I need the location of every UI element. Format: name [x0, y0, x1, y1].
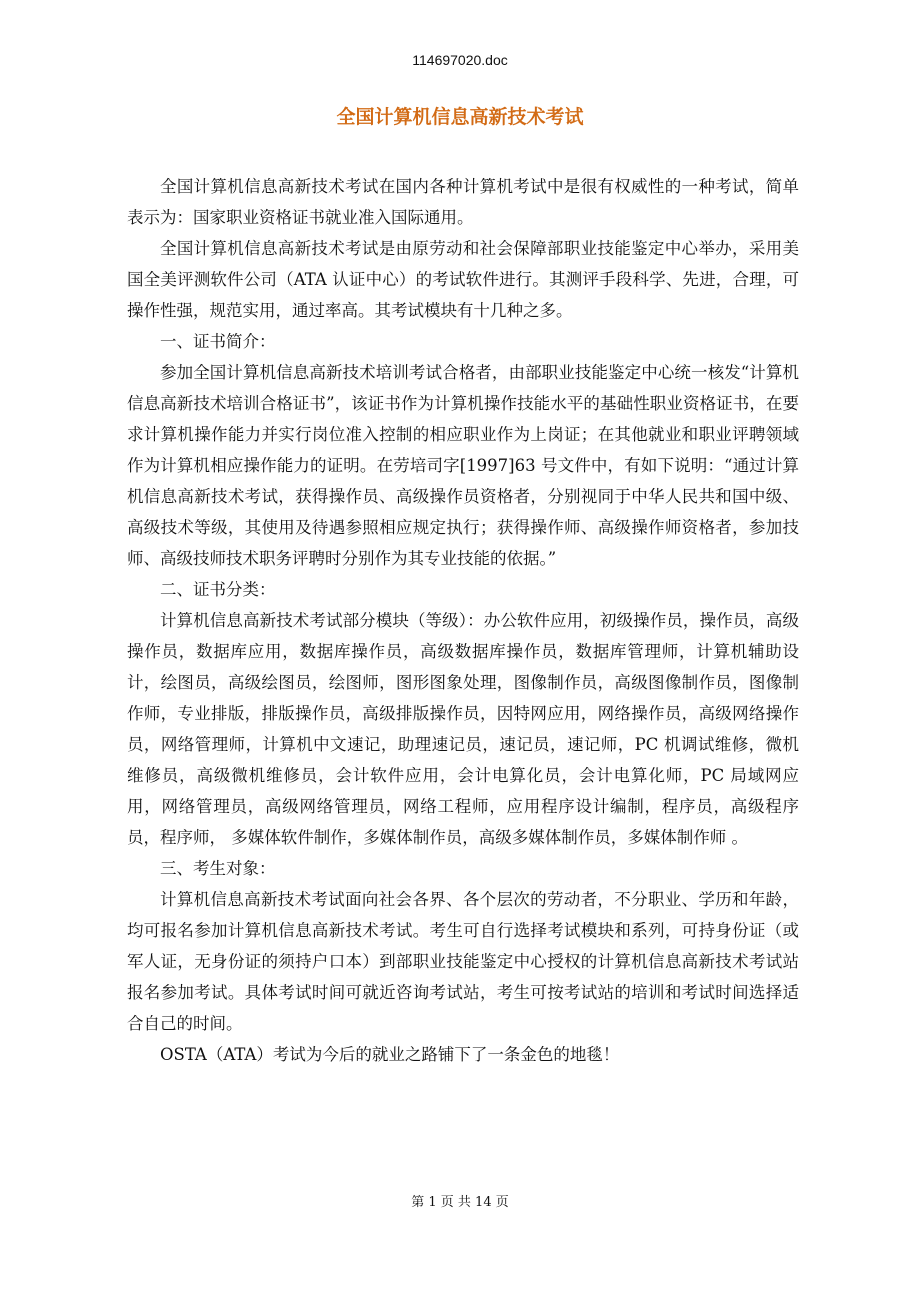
section-heading-certificate-types: 二、证书分类：: [160, 580, 276, 599]
page-number: 第 1 页 共 14 页: [411, 1195, 509, 1210]
paragraph-closing: OSTA（ATA）考试为今后的就业之路铺下了一条金色的地毯！: [160, 1045, 620, 1064]
paragraph-candidates: 计算机信息高新技术考试面向社会各界、各个层次的劳动者，不分职业、学历和年龄，均可报名参加计算机信息高新技术考试。考生可自行选择考试模块和系列，可持身份证（或军人证，无身份证的须持户口本）到部职业技能鉴定中心授权的计算机信息高新技术考试站报名参加考试。具体考试时间可就近咨询考试站，考生可按考试站的培训和考试时间选择适合自己的时间。: [127, 890, 799, 1033]
document-title: 全国计算机信息高新技术考试: [336, 106, 584, 128]
paragraph-certificate-types: 计算机信息高新技术考试部分模块（等级）：办公软件应用，初级操作员，操作员，高级操作员，数据库应用，数据库操作员，高级数据库操作员，数据库管理师，计算机辅助设计，绘图员，高级绘图员，绘图师，图形图象处理，图像制作员，高级图像制作员，图像制作师，专业排版，排版操作员，高级排版操作员，因特网应用，网络操作员，高级网络操作员，网络管理师，计算机中文速记，助理速记员，速记员，速记师，PC 机调试维修，微机维修员，高级微机维修员，会计软件应用，会计电算化员，会计电算化师，PC 局域网应用，网络管理员，高级网络管理员，网络工程师，应用程序设计编制，程序员，高级程序员，程序师， 多媒体软件制作，多媒体制作员，高级多媒体制作员，多媒体制作师 。: [127, 611, 799, 847]
document-filename: 114697020.doc: [412, 52, 508, 68]
document-body: [127, 171, 799, 1070]
section-heading-certificate-intro: 一、证书简介：: [160, 332, 276, 351]
paragraph-certificate-intro: 参加全国计算机信息高新技术培训考试合格者，由部职业技能鉴定中心统一核发“计算机信息高新技术培训合格证书”，该证书作为计算机操作技能水平的基础性职业资格证书，在要求计算机操作能力并实行岗位准入控制的相应职业作为上岗证；在其他就业和职业评聘领域作为计算机相应操作能力的证明。在劳培司字[1997]63 号文件中，有如下说明：“通过计算机信息高新技术考试，获得操作员、高级操作员资格者，分别视同于中华人民共和国中级、高级技术等级，其使用及待遇参照相应规定执行；获得操作师、高级操作师资格者，参加技师、高级技师技术职务评聘时分别作为其专业技能的依据。”: [127, 363, 799, 568]
paragraph-intro-1: 全国计算机信息高新技术考试在国内各种计算机考试中是很有权威性的一种考试，简单表示为：国家职业资格证书就业准入国际通用。: [127, 177, 799, 227]
section-heading-candidates: 三、考生对象：: [160, 859, 276, 878]
paragraph-intro-2: 全国计算机信息高新技术考试是由原劳动和社会保障部职业技能鉴定中心举办，采用美国全美评测软件公司（ATA 认证中心）的考试软件进行。其测评手段科学、先进，合理，可操作性强，规范实用，通过率高。其考试模块有十几种之多。: [127, 239, 799, 320]
